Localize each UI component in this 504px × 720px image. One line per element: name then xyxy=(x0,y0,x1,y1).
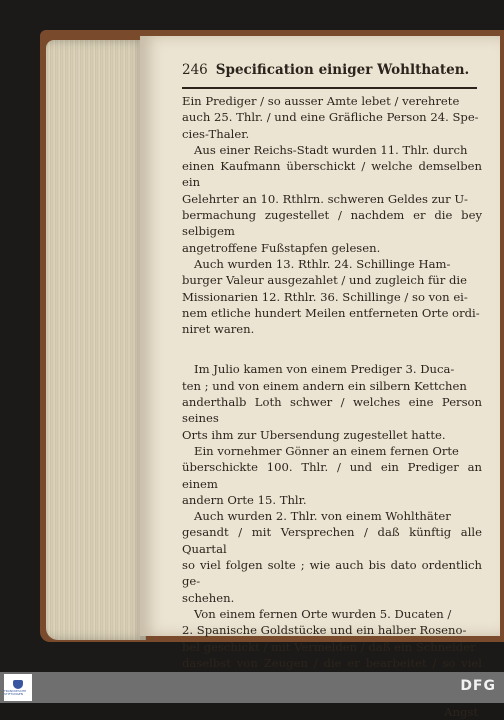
running-head: Specification einiger Wohlthaten. xyxy=(215,62,470,78)
catchword: Angst xyxy=(444,704,478,719)
page-number: 246 xyxy=(182,62,208,78)
paragraph: Im Julio kamen von einem Prediger 3. Duca- ten ; und von einem andern ein silbern Kettchen anderthalb Loth schwer / welches eine Person seines Orts ihm zur Ubersendung zugestellet hatte. xyxy=(182,362,482,442)
footer-bar xyxy=(0,672,504,703)
page-edges xyxy=(46,40,146,640)
francke-logo-text: FRANCKESCHE STIFTUNGEN xyxy=(4,688,27,696)
paragraph: Von einem fernen Orte wurden 5. Ducaten / 2. Spanische Goldstücke und ein halber Roseno- bel geschickt / mit Vermelden / daß ein Schneider daselbst von Zeugen / die er bearbeitet / so viel xyxy=(182,606,482,670)
section-gap xyxy=(182,337,482,361)
page-header xyxy=(182,62,482,79)
dfg-logo[interactable]: DFG xyxy=(460,678,496,694)
francke-logo-icon xyxy=(13,680,23,689)
page-text xyxy=(182,62,482,720)
francke-logo[interactable] xyxy=(4,674,32,701)
paragraph: Auch wurden 13. Rthlr. 24. Schillinge Ham- burger Valeur ausgezahlet / und zugleich für die Missionarien 12. Rthlr. 36. Schillinge / so von ei- nem etliche hundert Meilen entferneten Orte ordi- niret waren. xyxy=(182,256,480,337)
header-rule xyxy=(182,87,477,89)
paragraph: Ein Prediger / so ausser Amte lebet / verehrete auch 25. Thlr. / und eine Gräfliche Person 24. Spe- cies-Thaler. xyxy=(182,94,479,141)
paragraph: Aus einer Reichs-Stadt wurden 11. Thlr. durch einen Kaufmann überschickt / welche demselben ein Gelehrter an 10. Rthlrn. schweren Geldes zur U- bermachung zugestellet / nachdem er die bey selbigem angetroffene Fußstapfen gelesen. xyxy=(182,142,482,255)
paragraph: Ein vornehmer Gönner an einem fernen Orte überschickte 100. Thlr. / und ein Prediger an einem andern Orte 15. Thlr. xyxy=(182,443,482,507)
paragraph: Auch wurden 2. Thlr. von einem Wohlthäter gesandt / mit Versprechen / daß künftig alle Quartal so viel folgen solte ; wie auch bis dato ordentlich ge- schehen. xyxy=(182,509,482,605)
